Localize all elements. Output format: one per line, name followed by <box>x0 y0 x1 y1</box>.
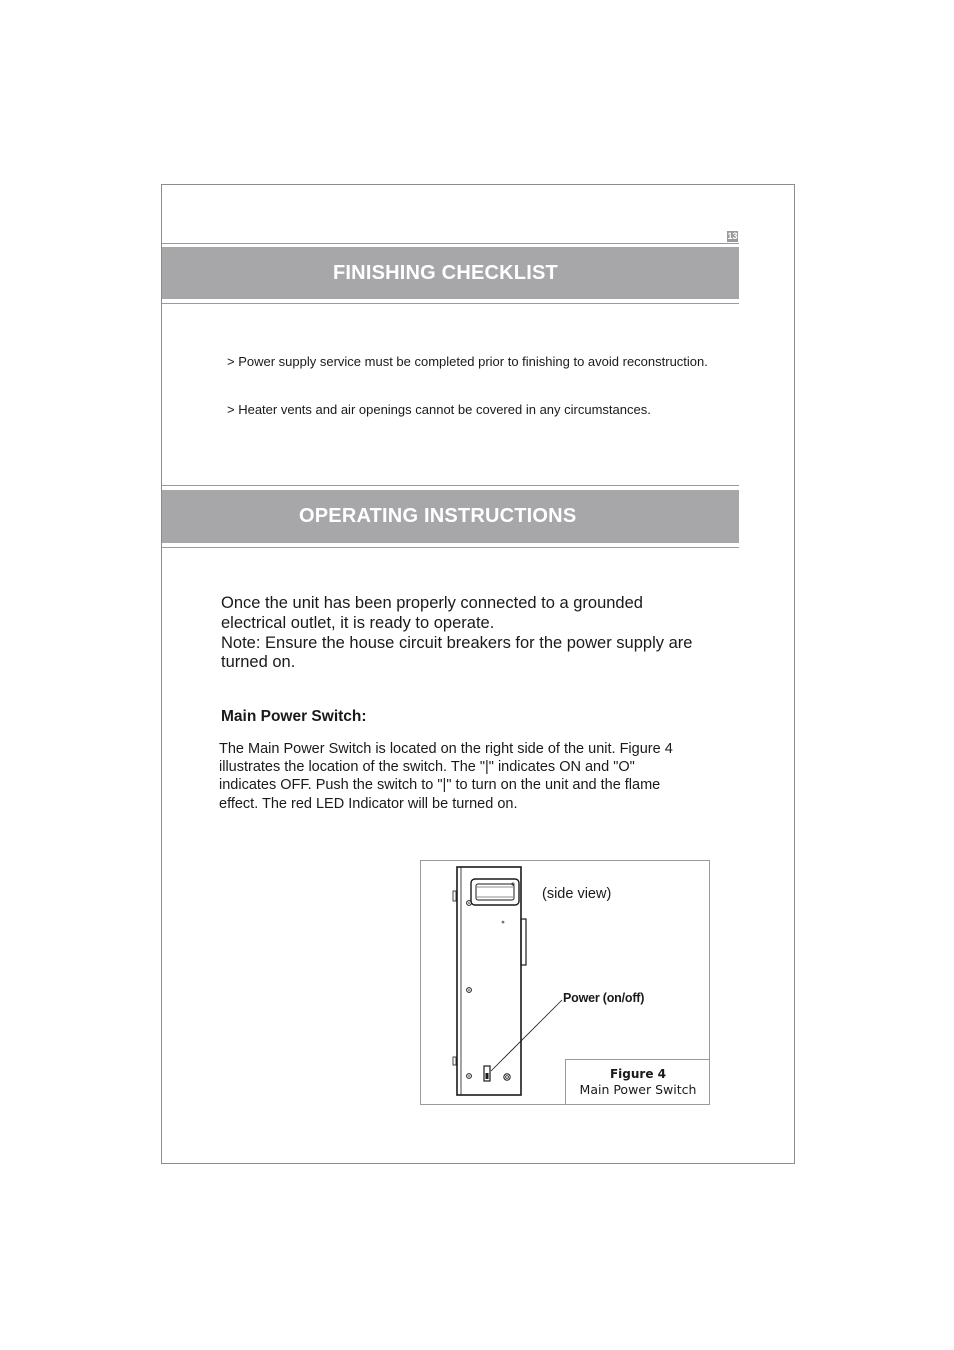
screw-center <box>468 1075 470 1077</box>
intro-note: Note: Ensure the house circuit breakers for the power supply are turned on. <box>221 633 693 672</box>
finishing-checklist-header <box>162 247 739 299</box>
handle-inner <box>476 884 514 900</box>
figure-4 <box>420 860 710 1105</box>
operating-instructions-header <box>162 490 739 543</box>
side-view-label: (side view) <box>542 886 612 902</box>
power-switch-callout: Power (on/off) <box>563 991 645 1005</box>
screw-center <box>468 902 470 904</box>
callout-leader <box>491 1000 562 1071</box>
section-rule-bottom <box>162 547 739 548</box>
small-hole <box>502 921 504 923</box>
unit-body-outline <box>457 867 521 1095</box>
figure-caption <box>565 1059 710 1105</box>
main-power-switch-text: The Main Power Switch is located on the right side of the unit. Figure 4 illustrates the location of the switch. The "|" indicates ON and "O" indicates OFF. Push the switch to "|" to turn on the unit and the flame effect. The red LED Indicator will be turned on. <box>219 741 673 812</box>
handle-opening <box>471 879 519 905</box>
figure-caption-title: Figure 4 <box>609 1067 667 1081</box>
finishing-checklist-title: FINISHING CHECKLIST <box>333 261 558 284</box>
operating-instructions-title: OPERATING INSTRUCTIONS <box>299 505 577 527</box>
operating-intro <box>221 594 701 673</box>
mounting-tab <box>453 1057 456 1065</box>
page-number: 13 <box>727 231 738 241</box>
finishing-item: > Heater vents and air openings cannot be covered in any circumstances. <box>227 402 651 417</box>
section-rule-bottom <box>162 303 739 304</box>
finishing-item: > Power supply service must be completed prior to finishing to avoid reconstruction. <box>227 354 708 369</box>
intro-paragraph: Once the unit has been properly connected to a grounded electrical outlet, it is ready to operate. <box>221 594 643 632</box>
power-switch-rocker <box>486 1073 489 1079</box>
main-power-switch-heading: Main Power Switch: <box>221 708 367 725</box>
section-rule-top <box>162 243 739 244</box>
figure-caption-subtitle: Main Power Switch <box>579 1082 697 1097</box>
section-rule-top <box>162 485 739 486</box>
cord-port <box>504 1074 510 1080</box>
mounting-tab <box>453 891 456 901</box>
cord-port-inner <box>506 1076 509 1079</box>
screw-center <box>468 989 470 991</box>
